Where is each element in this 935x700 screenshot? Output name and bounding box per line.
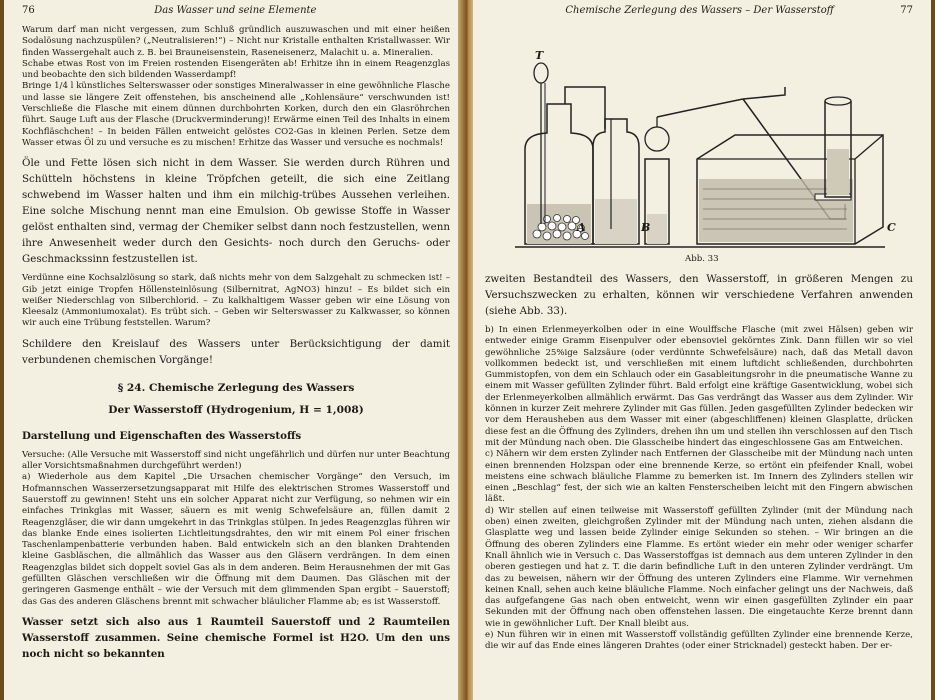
paragraph: Schildere den Kreislauf des Wassers unter Berücksichtigung der damit verbundenen chemischen Vorgänge!	[22, 337, 450, 366]
right-page	[473, 0, 931, 700]
left-page	[4, 0, 462, 700]
paragraph: Versuche: (Alle Versuche mit Wasserstoff sind nicht ungefährlich und dürfen nur unter Beachtung aller Vorsichtsmaßnahmen durchgeführt werden!)	[22, 449, 450, 472]
paragraph: Wasser setzt sich also aus 1 Raumteil Sauerstoff und 2 Raumteilen Wasserstoff zusammen. Seine chemische Formel ist H2O. Um den uns noch nicht so bekannten	[22, 615, 450, 660]
figure-apparatus	[485, 29, 913, 271]
label-a: A	[577, 221, 586, 234]
paragraph: Verdünne eine Kochsalzlösung so stark, daß nichts mehr von dem Salzgehalt zu schmecken ist! – Gib jetzt einige Tropfen Höllensteinlösung (Silbernitrat, AgNO3) hinzu! – Es bildet sich ein weißer Niederschlag von Silberchlorid. – Zu kalkhaltigem Wasser geben wir eine Lösung von Kleesalz (Ammoniumoxalat). Es trübt sich. – Geben wir Selterswasser zu Kalkwasser, so können wir auch eine Trübung feststellen. Warum?	[22, 273, 450, 329]
paragraph: Öle und Fette lösen sich nicht in dem Wasser. Sie werden durch Rühren und Schütteln höchstens in kleine Tröpfchen geteilt, die sich eine Zeitlang schwebend im Wasser halten und ihm ein milchig-trübes Aussehen verleihen. Eine solche Mischung nennt man eine Emulsion. Ob gewisse Stoffe in Wasser gelöst enthalten sind, vermag der Chemiker selbst dann noch festzustellen, wenn ihre Anwesenheit weder durch den Gesichts- noch durch den Geruchs- oder Geschmackssinn festzustellen ist.	[22, 157, 450, 266]
paragraph: zweiten Bestandteil des Wassers, den Wasserstoff, in größeren Mengen zu Versuchszwecken zu erhalten, können wir verschiedene Verfahren anwenden (siehe Abb. 33).	[485, 273, 913, 317]
section-title: § 24. Chemische Zerlegung des Wassers	[117, 381, 355, 394]
label-c: C	[887, 221, 896, 234]
paragraph: Warum darf man nicht vergessen, zum Schluß gründlich auszuwaschen und mit einer heißen Sodalösung nachzuspülen? („Neutralisieren!“) – Nicht nur Kristalle enthalten Kristallwasser. Wir finden Wassergehalt auch z. B. bei Brauneisenstein, Raseneisenerz, Malachit u. a. Mineralien.	[22, 25, 450, 58]
right-page-number: 77	[900, 5, 913, 16]
subsection-heading: Darstellung und Eigenschaften des Wasserstoffs	[22, 429, 302, 442]
left-running-head	[22, 5, 450, 25]
figure-caption: Abb. 33	[685, 254, 719, 264]
section-subtitle: Der Wasserstoff (Hydrogenium, H = 1,008)	[108, 403, 364, 416]
paragraph: a) Wiederhole aus dem Kapitel „Die Ursachen chemischer Vorgänge“ den Versuch, im Hofmannschen Wasserzersetzungsapparat mit Hilfe des elektrischen Stromes Wasserstoff und Sauerstoff zu gewinnen! Steht uns ein solcher Apparat nicht zur Verfügung, so nehmen wir ein einfaches Trinkglas mit Wasser, säuern es mit wenig Schwefelsäure an, füllen damit 2 Reagenzgläser, die wir dann umgekehrt in das Trinkglas stülpen. In jedes Reagenzglas führen wir das blanke Ende eines isolierten Lichtleitungsdrahtes, den wir mit einem Pol einer frischen Taschenlampenbatterie verbunden haben. Bald entwickeln sich an den blanken Drahtenden kleine Gasbläschen, die allmählich das Wasser aus den Gläsern verdrängen. In dem einen Reagenzglas bildet sich doppelt soviel Gas als in dem anderen. Beim Herausnehmen der mit Gas gefüllten Gläschen verschließen wir die Öffnung mit dem Daumen. Das Gläschen mit der geringeren Gasmenge enthält – wie der Versuch mit dem glimmenden Span ergibt – Sauerstoff; das Gas des anderen Gläschens brennt mit schwacher bläulicher Flamme ab; es ist Wasserstoff.	[22, 472, 450, 607]
right-running-title: Chemische Zerlegung des Wassers – Der Wasserstoff	[565, 5, 834, 16]
paragraph: e) Nun führen wir in einen mit Wasserstoff vollständig gefüllten Zylinder eine brennende Kerze, die wir auf das Ende eines längeren Drahtes (oder einer Stricknadel) gesteckt haben. Der er-	[485, 630, 913, 652]
apparatus-illustration	[485, 29, 913, 271]
left-running-title: Das Wasser und seine Elemente	[154, 5, 317, 16]
paragraph: b) In einen Erlenmeyerkolben oder in eine Woulffsche Flasche (mit zwei Hälsen) geben wir entweder einige Gramm Eisenpulver oder ebensoviel gekörntes Zink. Dann füllen wir so viel gewöhnliche 25%ige Salzsäure (oder verdünnte Schwefelsäure) nach, daß das Metall davon vollkommen bedeckt ist, und verschließen mit einem luftdicht schließenden, durchbohrten Gummistopfen, von dem ein Schlauch oder ein Gasableitungsrohr in die pneumatische Wanne zu einem mit Wasser gefüllten Zylinder führt. Bald erfolgt eine kräftige Gasentwicklung, wobei sich der Erlenmeyerkolben allmählich erwärmt. Das Gas verdrängt das Wasser aus dem Zylinder. Wir können in kurzer Zeit mehrere Zylinder mit Gas füllen. Jeden gasgefüllten Zylinder bedecken wir vor dem Herausheben aus dem Wasser mit einer (abgeschliffenen) kleinen Glasplatte, drücken diese fest an die Öffnung des Zylinders, drehen ihn um und stellen ihn verschlossen auf den Tisch mit der Mündung nach oben. Die Glasscheibe hindert das eingeschlossene Gas am Entweichen.	[485, 325, 913, 448]
label-t: T	[535, 49, 544, 62]
left-page-number: 76	[22, 5, 35, 16]
right-running-head	[485, 5, 913, 25]
paragraph: d) Wir stellen auf einen teilweise mit Wasserstoff gefüllten Zylinder (mit der Mündung nach oben) einen zweiten, gleichgroßen Zylinder mit der Mündung nach unten, ziehen alsdann die Glasplatte weg und lassen beide Zylinder einige Sekunden so stehen. – Wir bringen an die Öffnung des oberen Zylinders eine Flamme. Es ertönt wieder ein mehr oder weniger scharfer Knall ähnlich wie in Versuch c. Das Wasserstoffgas ist demnach aus dem unteren Zylinder in den oberen gestiegen und hat z. T. die darin befindliche Luft in den unteren Zylinder verdrängt. Um das zu beweisen, nähern wir der Öffnung des unteren Zylinders eine Flamme. Wir vernehmen keinen Knall, sehen auch keine bläuliche Flamme. Noch einfacher gelingt uns der Nachweis, daß das aufgefangene Gas nach oben entweicht, wenn wir einen gasgefüllten Zylinder ein paar Sekunden mit der Öffnung nach oben offenstehen lassen. Die eingetauchte Kerze brennt dann wie in gewöhnlicher Luft. Der Knall bleibt aus.	[485, 505, 913, 629]
paragraph: Bringe 1/4 l künstliches Selterswasser oder sonstiges Mineralwasser in eine gewöhnliche Flasche und lasse sie längere Zeit offenstehen, bis anscheinend alle „Kohlensäure“ verschwunden ist! Verschließe die Flasche mit einem dünnen durchbohrten Korken, durch den ein Glasröhrchen führt. Sauge Luft aus der Flasche (Druckverminderung)! Erwärme einen Teil des Inhalts in einem Kochfläschchen! – In beiden Fällen entweicht gelöstes CO2-Gas in kleinen Perlen. Setze dem Wasser etwas Öl zu und versuche es zu mischen! Erhitze das Wasser und versuche es nochmals!	[22, 81, 450, 148]
paragraph: Schabe etwas Rost von im Freien rostenden Eisengeräten ab! Erhitze ihn in einem Reagenzglas und beobachte den sich bildenden Wasserdampf!	[22, 58, 450, 81]
paragraph: c) Nähern wir dem ersten Zylinder nach Entfernen der Glasscheibe mit der Mündung nach unten einen brennenden Holzspan oder eine brennende Kerze, so ertönt ein pfeifender Knall, wobei meistens eine schwach bläuliche Flamme zu bemerken ist. Im Innern des Zylinders stellen wir einen „Beschlag“ fest, der sich wie an kalten Fensterscheiben leicht mit den Fingern abwischen läßt.	[485, 449, 913, 505]
label-b: B	[641, 221, 651, 234]
